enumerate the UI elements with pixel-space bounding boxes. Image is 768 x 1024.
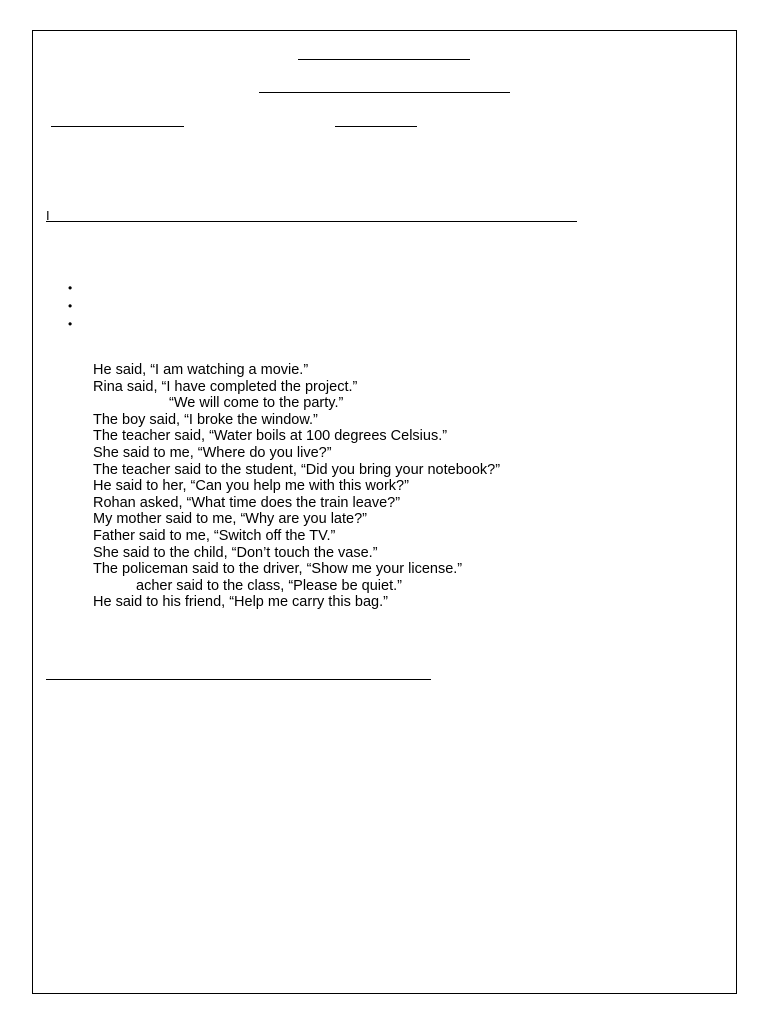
sentence-item: Rina said, “I have completed the project.” — [93, 378, 358, 395]
sentence-list — [93, 362, 500, 611]
bullet-item: • — [68, 281, 73, 295]
sentence-item: He said to her, “Can you help me with this work?” — [93, 478, 409, 495]
sentence-item: The teacher said to the student, “Did you bring your notebook?” — [93, 461, 501, 478]
bullet-list — [68, 279, 72, 333]
bullet-item: • — [68, 317, 73, 331]
section-marker: I — [46, 208, 50, 223]
sentence-item: acher said to the class, “Please be quiet.” — [136, 577, 402, 594]
title-blank-line — [298, 59, 470, 60]
sentence-item: He said to his friend, “Help me carry this bag.” — [93, 594, 388, 611]
date-blank-line — [335, 126, 417, 127]
bottom-heading-line — [46, 679, 431, 680]
subtitle-blank-line — [259, 92, 510, 93]
sentence-item: She said to me, “Where do you live?” — [93, 444, 332, 461]
sentence-item: The teacher said, “Water boils at 100 degrees Celsius.” — [93, 428, 448, 445]
sentence-item: She said to the child, “Don’t touch the vase.” — [93, 544, 378, 561]
sentence-item: He said, “I am watching a movie.” — [93, 362, 309, 378]
sentence-item: Father said to me, “Switch off the TV.” — [93, 527, 336, 544]
sentence-item: The policeman said to the driver, “Show me your license.” — [93, 561, 463, 578]
name-blank-line — [51, 126, 184, 127]
sentence-item: “We will come to the party.” — [169, 395, 344, 412]
bullet-item: • — [68, 299, 73, 313]
sentence-item: My mother said to me, “Why are you late?” — [93, 511, 367, 528]
sentence-item: Rohan asked, “What time does the train leave?” — [93, 494, 401, 511]
sentence-item: The boy said, “I broke the window.” — [93, 411, 318, 428]
section-heading-line — [46, 221, 577, 222]
